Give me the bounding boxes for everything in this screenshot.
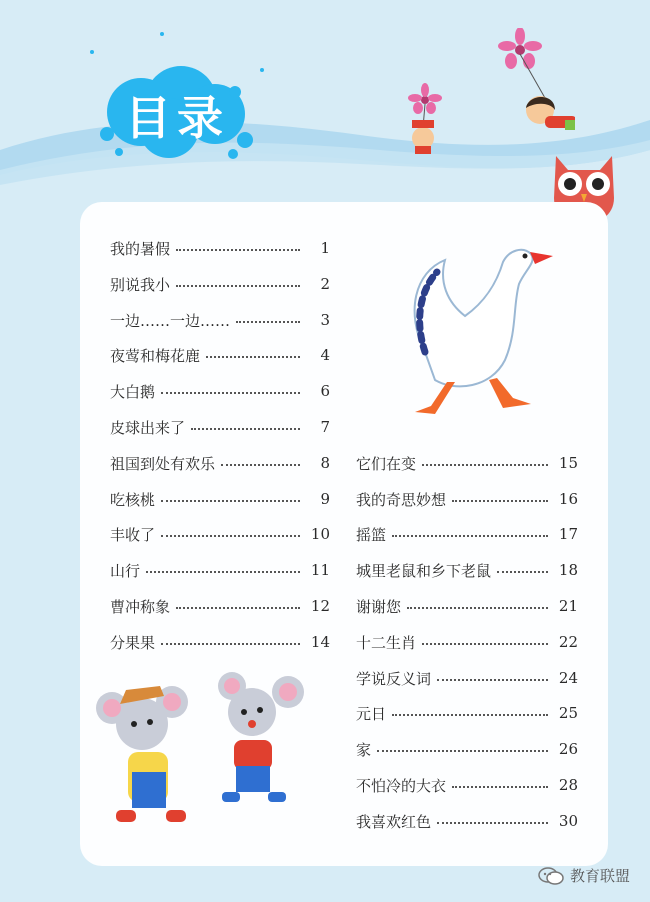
toc-entry-title: 我的暑假 bbox=[110, 239, 171, 258]
toc-leader-dots bbox=[221, 464, 300, 466]
toc-leader-dots bbox=[377, 750, 548, 752]
toc-entry-title: 山行 bbox=[110, 561, 141, 580]
toc-entry-title: 别说我小 bbox=[110, 275, 171, 294]
toc-entry-page: 4 bbox=[320, 346, 330, 364]
watermark-text: 教育联盟 bbox=[569, 867, 630, 885]
page-title: 目录 bbox=[125, 91, 229, 145]
toc-leader-dots bbox=[452, 786, 548, 788]
toc-entry-page: 30 bbox=[558, 812, 578, 830]
toc-leader-dots bbox=[206, 356, 300, 358]
toc-entry[interactable] bbox=[356, 558, 578, 582]
toc-leader-dots bbox=[161, 535, 300, 537]
toc-entry[interactable] bbox=[110, 594, 330, 618]
toc-entry-page: 18 bbox=[558, 561, 578, 579]
toc-entry-title: 曹冲称象 bbox=[110, 597, 171, 616]
toc-entry-title: 丰收了 bbox=[110, 525, 156, 544]
toc-entry-page: 21 bbox=[558, 597, 578, 615]
toc-entry-title: 摇篮 bbox=[356, 525, 387, 544]
toc-leader-dots bbox=[236, 321, 300, 323]
toc-entry-page: 3 bbox=[320, 311, 330, 329]
toc-entry-page: 8 bbox=[320, 454, 330, 472]
toc-entry[interactable] bbox=[356, 809, 578, 833]
toc-entry[interactable] bbox=[110, 487, 330, 511]
toc-leader-dots bbox=[161, 500, 300, 502]
toc-entry[interactable] bbox=[356, 487, 578, 511]
toc-leader-dots bbox=[146, 571, 300, 573]
toc-entry-title: 十二生肖 bbox=[356, 633, 417, 652]
toc-leader-dots bbox=[407, 607, 548, 609]
toc-entry[interactable] bbox=[110, 630, 330, 654]
toc-entry-title: 城里老鼠和乡下老鼠 bbox=[356, 561, 492, 580]
toc-leader-dots bbox=[176, 249, 300, 251]
toc-entry-title: 皮球出来了 bbox=[110, 418, 186, 437]
toc-leader-dots bbox=[437, 679, 548, 681]
toc-leader-dots bbox=[437, 822, 548, 824]
toc-entry[interactable] bbox=[356, 737, 578, 761]
toc-entry-page: 16 bbox=[558, 490, 578, 508]
toc-leader-dots bbox=[191, 428, 300, 430]
toc-entry-title: 元日 bbox=[356, 704, 387, 723]
toc-entry-title: 它们在变 bbox=[356, 454, 417, 473]
toc-entry[interactable] bbox=[110, 379, 330, 403]
toc-leader-dots bbox=[176, 607, 300, 609]
toc-entry-page: 14 bbox=[310, 633, 330, 651]
toc-leader-dots bbox=[392, 535, 548, 537]
toc-entry-title: 祖国到处有欢乐 bbox=[110, 454, 216, 473]
toc-entry[interactable] bbox=[356, 773, 578, 797]
toc-entry-page: 1 bbox=[320, 239, 330, 257]
toc-entry-page: 2 bbox=[320, 275, 330, 293]
toc-entry-title: 吃核桃 bbox=[110, 490, 156, 509]
toc-entry-title: 分果果 bbox=[110, 633, 156, 652]
toc-entry[interactable] bbox=[110, 451, 330, 475]
flying-kids-illustration bbox=[395, 28, 575, 158]
wechat-icon bbox=[538, 866, 564, 886]
toc-leader-dots bbox=[452, 500, 548, 502]
toc-entry-page: 25 bbox=[558, 704, 578, 722]
toc-entry[interactable] bbox=[110, 236, 330, 260]
toc-entry[interactable] bbox=[356, 701, 578, 725]
toc-entry[interactable] bbox=[110, 522, 330, 546]
toc-entry[interactable] bbox=[356, 451, 578, 475]
toc-entry-title: 不怕冷的大衣 bbox=[356, 776, 447, 795]
toc-entry-title: 我的奇思妙想 bbox=[356, 490, 447, 509]
toc-entry-page: 6 bbox=[320, 382, 330, 400]
toc-entry[interactable] bbox=[110, 308, 330, 332]
toc-entry-page: 26 bbox=[558, 740, 578, 758]
toc-entry[interactable] bbox=[356, 666, 578, 690]
toc-entry-page: 15 bbox=[558, 454, 578, 472]
toc-leader-dots bbox=[422, 643, 548, 645]
toc-entry-title: 一边……一边…… bbox=[110, 311, 231, 330]
toc-leader-dots bbox=[422, 464, 548, 466]
mice-illustration bbox=[92, 668, 342, 844]
toc-entry-page: 28 bbox=[558, 776, 578, 794]
toc-entry-title: 夜莺和梅花鹿 bbox=[110, 346, 201, 365]
watermark bbox=[538, 865, 630, 886]
flower-icon bbox=[498, 28, 545, 98]
toc-entry-page: 17 bbox=[558, 525, 578, 543]
toc-entry[interactable] bbox=[356, 630, 578, 654]
toc-entry-page: 11 bbox=[310, 561, 330, 579]
toc-entry-page: 22 bbox=[558, 633, 578, 651]
toc-leader-dots bbox=[161, 643, 300, 645]
toc-entry-page: 7 bbox=[320, 418, 330, 436]
toc-entry[interactable] bbox=[110, 415, 330, 439]
toc-entry[interactable] bbox=[356, 594, 578, 618]
toc-leader-dots bbox=[497, 571, 548, 573]
toc-leader-dots bbox=[176, 285, 300, 287]
toc-entry-page: 10 bbox=[310, 525, 330, 543]
toc-entry[interactable] bbox=[110, 272, 330, 296]
toc-leader-dots bbox=[392, 714, 548, 716]
toc-leader-dots bbox=[161, 392, 300, 394]
toc-entry-title: 大白鹅 bbox=[110, 382, 156, 401]
toc-entry-title: 学说反义词 bbox=[356, 669, 432, 688]
toc-entry-page: 9 bbox=[320, 490, 330, 508]
toc-entry[interactable] bbox=[110, 558, 330, 582]
toc-entry-title: 我喜欢红色 bbox=[356, 812, 432, 831]
toc-entry-title: 谢谢您 bbox=[356, 597, 402, 616]
toc-entry[interactable] bbox=[110, 343, 330, 367]
toc-entry-title: 家 bbox=[356, 740, 372, 759]
toc-entry-page: 12 bbox=[310, 597, 330, 615]
toc-entry[interactable] bbox=[356, 522, 578, 546]
toc-entry-page: 24 bbox=[558, 669, 578, 687]
goose-illustration bbox=[385, 232, 565, 422]
